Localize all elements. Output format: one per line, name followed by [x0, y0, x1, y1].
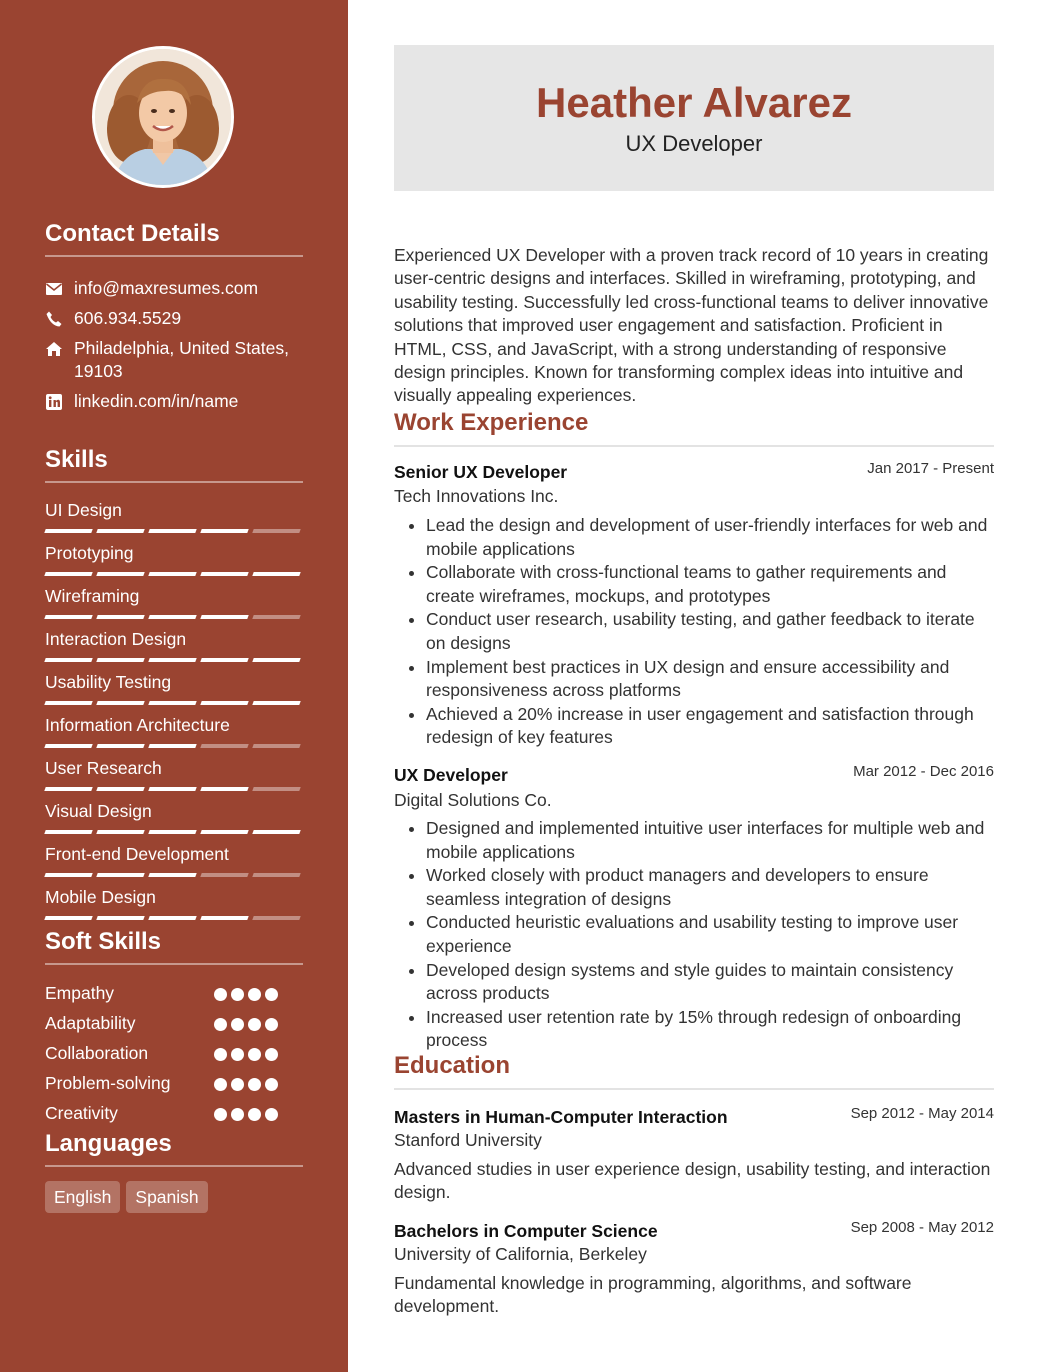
skill-level-segment	[96, 572, 144, 576]
list-item: • Collaborate with cross-functional teams to gather requirements and create wireframes, mockups, and prototypes	[426, 561, 994, 608]
rating-dot	[231, 1078, 244, 1091]
skill-level-segment	[200, 529, 248, 533]
list-item: • Designed and implemented intuitive user interfaces for multiple web and mobile applications	[426, 817, 994, 864]
skill-level-segment	[96, 529, 144, 533]
skill-level-segment	[252, 572, 300, 576]
skill-level-segment	[44, 916, 92, 920]
rating-dot	[265, 1078, 278, 1091]
skill-name: Interaction Design	[45, 629, 187, 649]
skill-level-segment	[44, 615, 92, 619]
rating-dot	[214, 1048, 227, 1061]
soft-skill-name: Empathy	[45, 983, 115, 1003]
education-heading: Education	[394, 1052, 994, 1090]
soft-skill-row	[45, 1042, 290, 1064]
profile-photo	[95, 49, 231, 185]
skill-level-segment	[44, 701, 92, 705]
soft-skill-row	[45, 1072, 290, 1094]
list-item: • Lead the design and development of user-friendly interfaces for web and mobile applications	[426, 514, 994, 561]
rating-dot	[265, 1018, 278, 1031]
skill-level-segment	[252, 615, 300, 619]
skill-level-segment	[44, 658, 92, 662]
skill-level-meter	[45, 744, 303, 748]
job-dates: Jan 2017 - Present	[867, 460, 994, 477]
languages-heading: Languages	[45, 1130, 303, 1167]
skill-row	[45, 800, 303, 834]
skill-level-segment	[200, 916, 248, 920]
skill-level-segment	[252, 830, 300, 834]
skill-level-segment	[148, 572, 196, 576]
skill-level-segment	[96, 787, 144, 791]
contact-address	[45, 337, 303, 383]
list-item: • Developed design systems and style guides to maintain consistency across products	[426, 959, 994, 1006]
rating-dot	[214, 1078, 227, 1091]
skill-level-segment	[96, 701, 144, 705]
language-tag: Spanish	[126, 1181, 207, 1213]
skill-row	[45, 499, 303, 533]
skill-level-segment	[148, 830, 196, 834]
skill-level-segment	[96, 615, 144, 619]
skill-name: Usability Testing	[45, 672, 172, 692]
soft-skill-rating	[214, 1048, 278, 1061]
skill-level-meter	[45, 787, 303, 791]
degree-dates: Sep 2008 - May 2012	[850, 1219, 994, 1236]
skill-level-segment	[200, 873, 248, 877]
contact-email[interactable]	[45, 277, 303, 300]
skill-level-segment	[200, 830, 248, 834]
skill-level-segment	[44, 572, 92, 576]
job-bullets	[394, 514, 994, 750]
skill-level-segment	[252, 873, 300, 877]
skill-level-segment	[148, 658, 196, 662]
degree-description: Advanced studies in user experience design, usability testing, and interaction design.	[394, 1159, 991, 1203]
soft-skill-rating	[214, 1018, 278, 1031]
skill-level-meter	[45, 916, 303, 920]
skill-row	[45, 671, 303, 705]
skill-level-segment	[148, 615, 196, 619]
list-item: • Implement best practices in UX design and ensure accessibility and responsiveness across platforms	[426, 656, 994, 703]
skill-level-segment	[200, 572, 248, 576]
rating-dot	[214, 1018, 227, 1031]
skill-level-segment	[200, 787, 248, 791]
skill-level-segment	[96, 873, 144, 877]
soft-skills-heading: Soft Skills	[45, 928, 303, 965]
skill-level-segment	[96, 658, 144, 662]
skill-row	[45, 886, 303, 920]
skill-level-meter	[45, 529, 303, 533]
rating-dot	[231, 1048, 244, 1061]
rating-dot	[265, 1108, 278, 1121]
soft-skill-name: Creativity	[45, 1103, 118, 1123]
skill-level-segment	[96, 916, 144, 920]
phone-icon	[45, 310, 63, 328]
soft-skill-row	[45, 1102, 290, 1124]
soft-skill-name: Adaptability	[45, 1013, 136, 1033]
skill-level-meter	[45, 873, 303, 877]
degree-title: Bachelors in Computer Science	[394, 1221, 658, 1241]
soft-skill-row	[45, 982, 290, 1004]
skill-level-segment	[200, 615, 248, 619]
linkedin-text[interactable]: linkedin.com/in/name	[74, 391, 239, 411]
language-tag: English	[45, 1181, 120, 1213]
skill-level-segment	[148, 701, 196, 705]
list-item: • Conducted heuristic evaluations and usability testing to improve user experience	[426, 911, 994, 958]
candidate-name: Heather Alvarez	[536, 79, 852, 126]
rating-dot	[214, 988, 227, 1001]
linkedin-icon	[45, 393, 63, 411]
skill-level-segment	[252, 787, 300, 791]
skill-name: Mobile Design	[45, 887, 156, 907]
avatar	[92, 46, 234, 188]
languages-list	[45, 1181, 208, 1213]
soft-skill-rating	[214, 988, 278, 1001]
skill-row	[45, 714, 303, 748]
job-company: Digital Solutions Co.	[394, 790, 552, 810]
rating-dot	[214, 1108, 227, 1121]
contact-linkedin[interactable]	[45, 390, 303, 413]
skill-name: Front-end Development	[45, 844, 229, 864]
work-experience-heading: Work Experience	[394, 409, 994, 447]
skill-row	[45, 585, 303, 619]
rating-dot	[265, 988, 278, 1001]
soft-skill-name: Collaboration	[45, 1043, 149, 1063]
profile-summary: Experienced UX Developer with a proven track record of 10 years in creating user-centric designs and interfaces. Skilled in wireframing, prototyping, and usability testing. Successfully led cross-functional teams to deliver innovative solutions that improved user engagement and satisfaction. Proficient in HTML, CSS, and JavaScript, with a strong understanding of responsive design principles. Known for transforming complex ideas into intuitive and visually appealing experiences.	[394, 245, 989, 406]
skill-level-segment	[44, 830, 92, 834]
skill-name: Information Architecture	[45, 715, 230, 735]
rating-dot	[231, 988, 244, 1001]
skill-level-segment	[44, 529, 92, 533]
school-name: University of California, Berkeley	[394, 1244, 647, 1264]
degree-title: Masters in Human-Computer Interaction	[394, 1107, 728, 1127]
skill-level-meter	[45, 658, 303, 662]
skill-level-segment	[96, 830, 144, 834]
list-item: • Achieved a 20% increase in user engagement and satisfaction through redesign of key features	[426, 703, 994, 750]
address-line1: Philadelphia, United States,	[74, 338, 289, 358]
skill-level-segment	[148, 916, 196, 920]
skill-level-segment	[200, 658, 248, 662]
rating-dot	[248, 1078, 261, 1091]
skill-level-segment	[148, 529, 196, 533]
skill-level-segment	[44, 787, 92, 791]
degree-description: Fundamental knowledge in programming, algorithms, and software development.	[394, 1273, 912, 1317]
skill-level-segment	[96, 744, 144, 748]
skill-level-meter	[45, 701, 303, 705]
rating-dot	[248, 1108, 261, 1121]
skill-name: User Research	[45, 758, 162, 778]
sidebar	[0, 0, 348, 1372]
list-item: • Increased user retention rate by 15% through redesign of onboarding process	[426, 1006, 994, 1053]
soft-skill-row	[45, 1012, 290, 1034]
skill-name: Visual Design	[45, 801, 152, 821]
job-bullets	[394, 817, 994, 1053]
rating-dot	[248, 988, 261, 1001]
school-name: Stanford University	[394, 1130, 542, 1150]
skill-row	[45, 843, 303, 877]
rating-dot	[248, 1018, 261, 1031]
skill-level-segment	[252, 916, 300, 920]
skill-name: UI Design	[45, 500, 122, 520]
address-line2: 19103	[74, 361, 123, 381]
skill-level-segment	[200, 744, 248, 748]
list-item: • Conduct user research, usability testing, and gather feedback to iterate on designs	[426, 608, 994, 655]
rating-dot	[265, 1048, 278, 1061]
skill-name: Wireframing	[45, 586, 140, 606]
skill-row	[45, 757, 303, 791]
contact-phone[interactable]	[45, 307, 303, 330]
envelope-icon	[45, 280, 63, 298]
skill-level-meter	[45, 615, 303, 619]
skill-level-segment	[252, 701, 300, 705]
skill-level-meter	[45, 830, 303, 834]
skill-level-segment	[148, 873, 196, 877]
skill-level-meter	[45, 572, 303, 576]
skill-level-segment	[44, 744, 92, 748]
skill-level-segment	[148, 744, 196, 748]
skill-level-segment	[252, 744, 300, 748]
soft-skill-name: Problem-solving	[45, 1073, 171, 1093]
skill-row	[45, 628, 303, 662]
skills-heading: Skills	[45, 446, 303, 483]
rating-dot	[231, 1108, 244, 1121]
skill-row	[45, 542, 303, 576]
job-title: Senior UX Developer	[394, 462, 568, 482]
list-item: • Worked closely with product managers and developers to ensure seamless integration of designs	[426, 864, 994, 911]
phone-text[interactable]: 606.934.5529	[74, 308, 182, 328]
skill-level-segment	[44, 873, 92, 877]
rating-dot	[248, 1048, 261, 1061]
candidate-role: UX Developer	[625, 131, 763, 156]
job-title: UX Developer	[394, 765, 508, 785]
soft-skill-rating	[214, 1078, 278, 1091]
name-header	[394, 45, 994, 191]
skill-level-segment	[200, 701, 248, 705]
contact-heading: Contact Details	[45, 220, 303, 257]
job-company: Tech Innovations Inc.	[394, 486, 559, 506]
skill-level-segment	[252, 658, 300, 662]
job-dates: Mar 2012 - Dec 2016	[853, 763, 994, 780]
skill-name: Prototyping	[45, 543, 134, 563]
home-icon	[45, 340, 63, 358]
degree-dates: Sep 2012 - May 2014	[850, 1105, 994, 1122]
rating-dot	[231, 1018, 244, 1031]
skill-level-segment	[252, 529, 300, 533]
email-text[interactable]: info@maxresumes.com	[74, 278, 259, 298]
skill-level-segment	[148, 787, 196, 791]
soft-skill-rating	[214, 1108, 278, 1121]
